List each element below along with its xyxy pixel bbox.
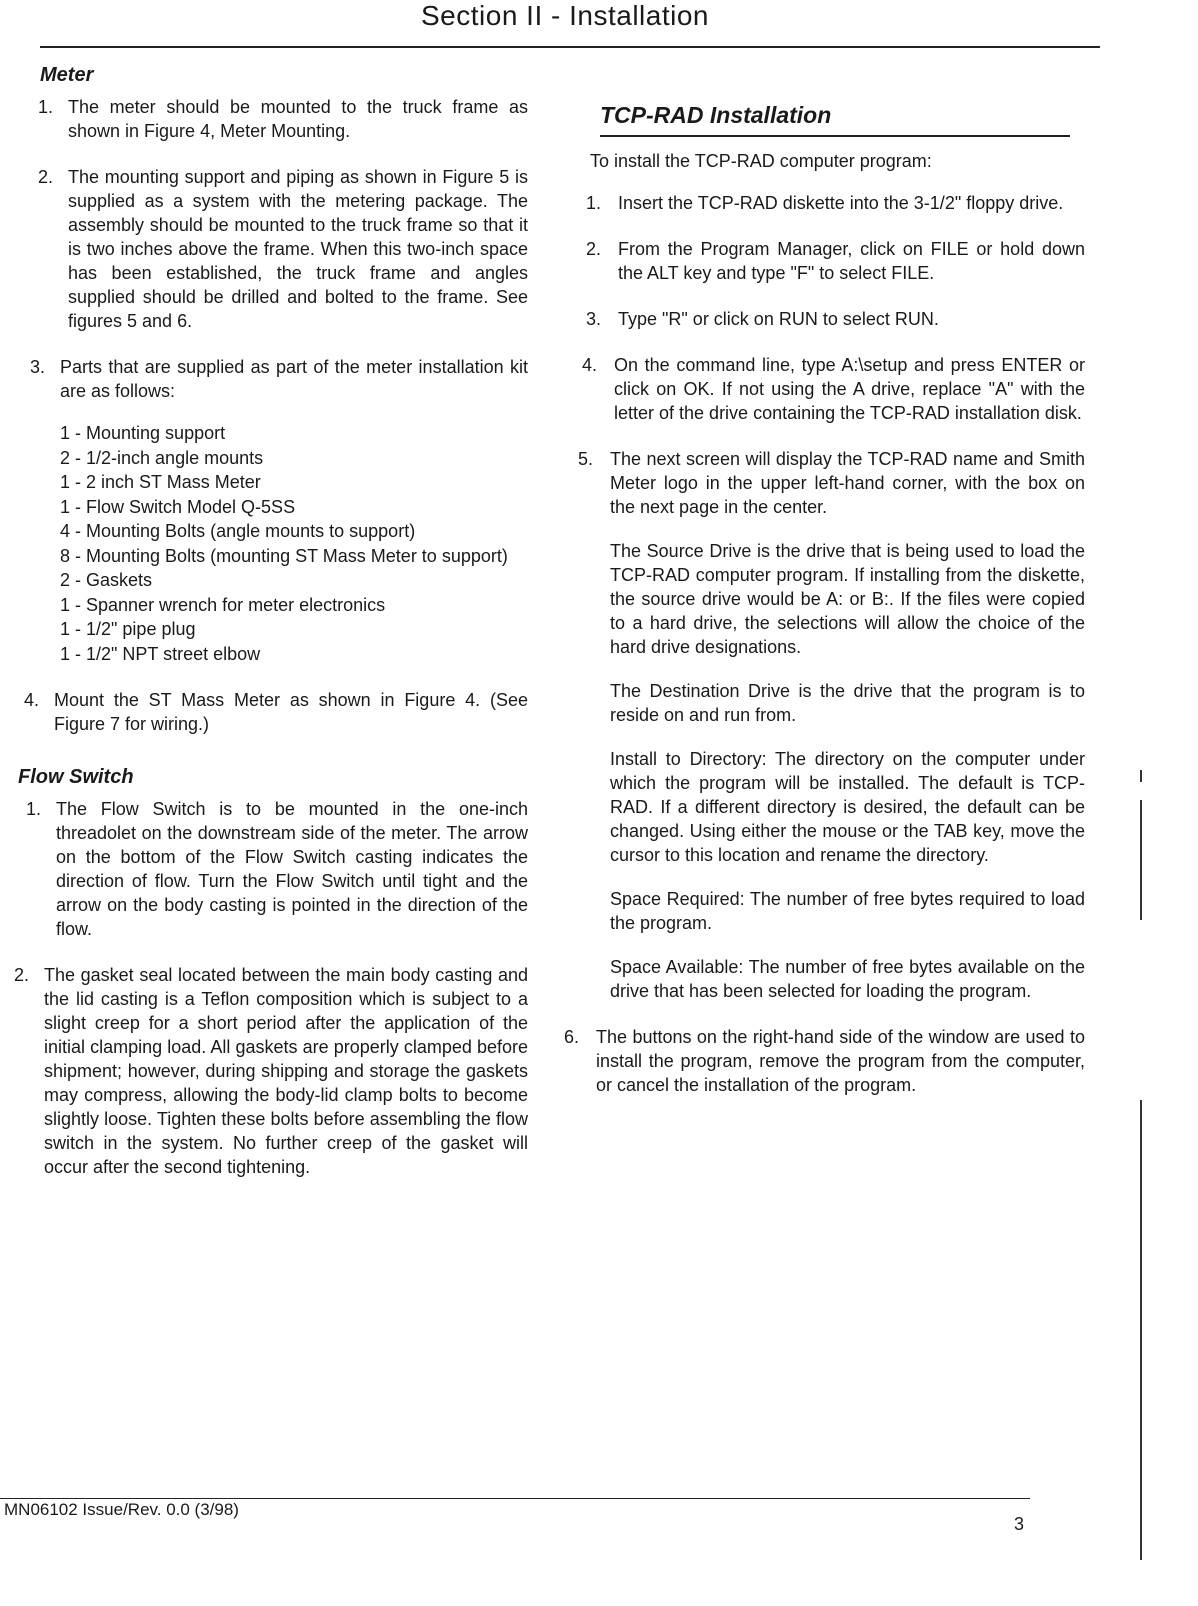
step-number: 1. <box>38 97 54 117</box>
step-number: 1. <box>586 193 602 213</box>
step-number: 1. <box>26 799 42 819</box>
step-number: 4. <box>24 690 40 710</box>
tcp-step-6 <box>548 1025 1085 1097</box>
part-item: 2 - 1/2-inch angle mounts <box>60 447 264 468</box>
part-item: 1 - Flow Switch Model Q-5SS <box>60 496 296 517</box>
meter-step-4 <box>4 688 528 736</box>
tcp-step-5 <box>562 447 1085 1003</box>
meter-steps <box>18 95 528 736</box>
step-text: Type "R" or click on RUN to select RUN. <box>618 309 939 329</box>
right-column <box>564 102 1085 1119</box>
step-number: 2. <box>14 965 30 985</box>
meter-step-1 <box>18 95 528 143</box>
section-title: Section II - Installation <box>421 0 709 31</box>
step-text: The buttons on the right-hand side of the window are used to install the program, remove the program from the computer, or cancel the installation of the program. <box>596 1027 1085 1095</box>
space-required-paragraph: Space Required: The number of free bytes required to load the program. <box>610 889 1085 933</box>
install-directory-paragraph: Install to Directory: The directory on the computer under which the program will be installed. The default is TCP-RAD. If a different directory is desired, the default can be changed. Using either the mouse or the TAB key, move the cursor to this location and rename the directory. <box>610 749 1085 865</box>
step-text: The next screen will display the TCP-RAD name and Smith Meter logo in the upper left-hand corner, with the box on the next page in the center. <box>610 449 1085 517</box>
part-item: 8 - Mounting Bolts (mounting ST Mass Meter to support) <box>60 545 508 566</box>
flow-step-2 <box>0 963 528 1179</box>
step-text: The Flow Switch is to be mounted in the one-inch threadolet on the downstream side of the meter. The arrow on the bottom of the Flow Switch casting indicates the direction of flow. Turn the Flow Switch until tight and the arrow on the body casting is pointed in the direction of the flow. <box>56 799 528 939</box>
tcp-step-3 <box>570 307 1085 331</box>
header-rule <box>40 46 1100 48</box>
tcp-rad-intro: To install the TCP-RAD computer program: <box>590 151 932 171</box>
step-number: 3. <box>30 357 46 377</box>
flow-switch-steps <box>14 797 528 1179</box>
step-number: 2. <box>586 239 602 259</box>
step-number: 2. <box>38 167 54 187</box>
part-item: 1 - Spanner wrench for meter electronics <box>60 594 386 615</box>
tcp-rad-steps <box>564 191 1085 1097</box>
meter-heading: Meter <box>40 64 94 86</box>
page-number: 3 <box>1014 1514 1025 1534</box>
tcp-step-2 <box>570 237 1085 285</box>
step-number: 6. <box>564 1027 580 1047</box>
step-text: The gasket seal located between the main body casting and the lid casting is a Teflon composition which is subject to a slight creep for a short period after the application of the initial clamping load. All gaskets are properly clamped before shipment; however, during shipping and storage the gaskets may compress, allowing the body-lid clamp bolts to become slightly loose. Tighten these bolts before assembling the flow switch in the system. No further creep of the gasket will occur after the second tightening. <box>44 965 528 1177</box>
step-text: Mount the ST Mass Meter as shown in Figure 4. (See Figure 7 for wiring.) <box>54 690 528 734</box>
flow-step-1 <box>6 797 528 941</box>
part-item: 1 - 1/2" pipe plug <box>60 619 196 639</box>
step-number: 3. <box>586 309 602 329</box>
left-column <box>14 64 528 1201</box>
part-item: 4 - Mounting Bolts (angle mounts to support) <box>60 521 416 541</box>
step-text: On the command line, type A:\setup and press ENTER or click on OK. If not using the A drive, replace "A" with the letter of the drive containing the TCP-RAD installation disk. <box>614 355 1085 423</box>
step-text: From the Program Manager, click on FILE or hold down the ALT key and type "F" to select FILE. <box>618 239 1085 283</box>
part-item: 2 - Gaskets <box>60 570 153 590</box>
step-text: The mounting support and piping as shown in Figure 5 is supplied as a system with the metering package. The assembly should be mounted to the truck frame so that it is two inches above the frame. When this two-inch space has been established, the truck frame and angles supplied should be drilled and bolted to the frame. See figures 5 and 6. <box>68 167 528 331</box>
part-item: 1 - 1/2" NPT street elbow <box>60 643 261 664</box>
scan-edge-mark <box>1140 770 1142 782</box>
step-text: Parts that are supplied as part of the meter installation kit are as follows: <box>60 357 528 401</box>
step-text: Insert the TCP-RAD diskette into the 3-1/2" floppy drive. <box>618 193 1064 213</box>
parts-list <box>60 421 528 666</box>
tcp-rad-heading: TCP-RAD Installation <box>600 102 1070 137</box>
destination-drive-paragraph: The Destination Drive is the drive that the program is to reside on and run from. <box>610 681 1085 725</box>
footer-rule <box>0 1498 1030 1499</box>
step-number: 4. <box>582 355 598 375</box>
tcp-step-1 <box>570 191 1085 215</box>
scan-edge-mark <box>1140 800 1142 920</box>
source-drive-paragraph: The Source Drive is the drive that is being used to load the TCP-RAD computer program. If installing from the diskette, the source drive would be A: or B:. If the files were copied to a hard drive, the selections will allow the choice of the hard drive designations. <box>610 541 1085 657</box>
document-id: MN06102 Issue/Rev. 0.0 (3/98) <box>4 1500 239 1519</box>
part-item: 1 - Mounting support <box>60 423 226 443</box>
step-number: 5. <box>578 449 594 469</box>
flow-switch-heading: Flow Switch <box>18 766 134 788</box>
step-text: The meter should be mounted to the truck frame as shown in Figure 4, Meter Mounting. <box>68 97 528 141</box>
scan-edge-mark <box>1140 1100 1142 1560</box>
tcp-step-4 <box>566 353 1085 425</box>
part-item: 1 - 2 inch ST Mass Meter <box>60 472 261 492</box>
meter-step-2 <box>18 165 528 333</box>
space-available-paragraph: Space Available: The number of free bytes available on the drive that has been selected for loading the program. <box>610 957 1085 1001</box>
meter-step-3 <box>10 355 528 666</box>
